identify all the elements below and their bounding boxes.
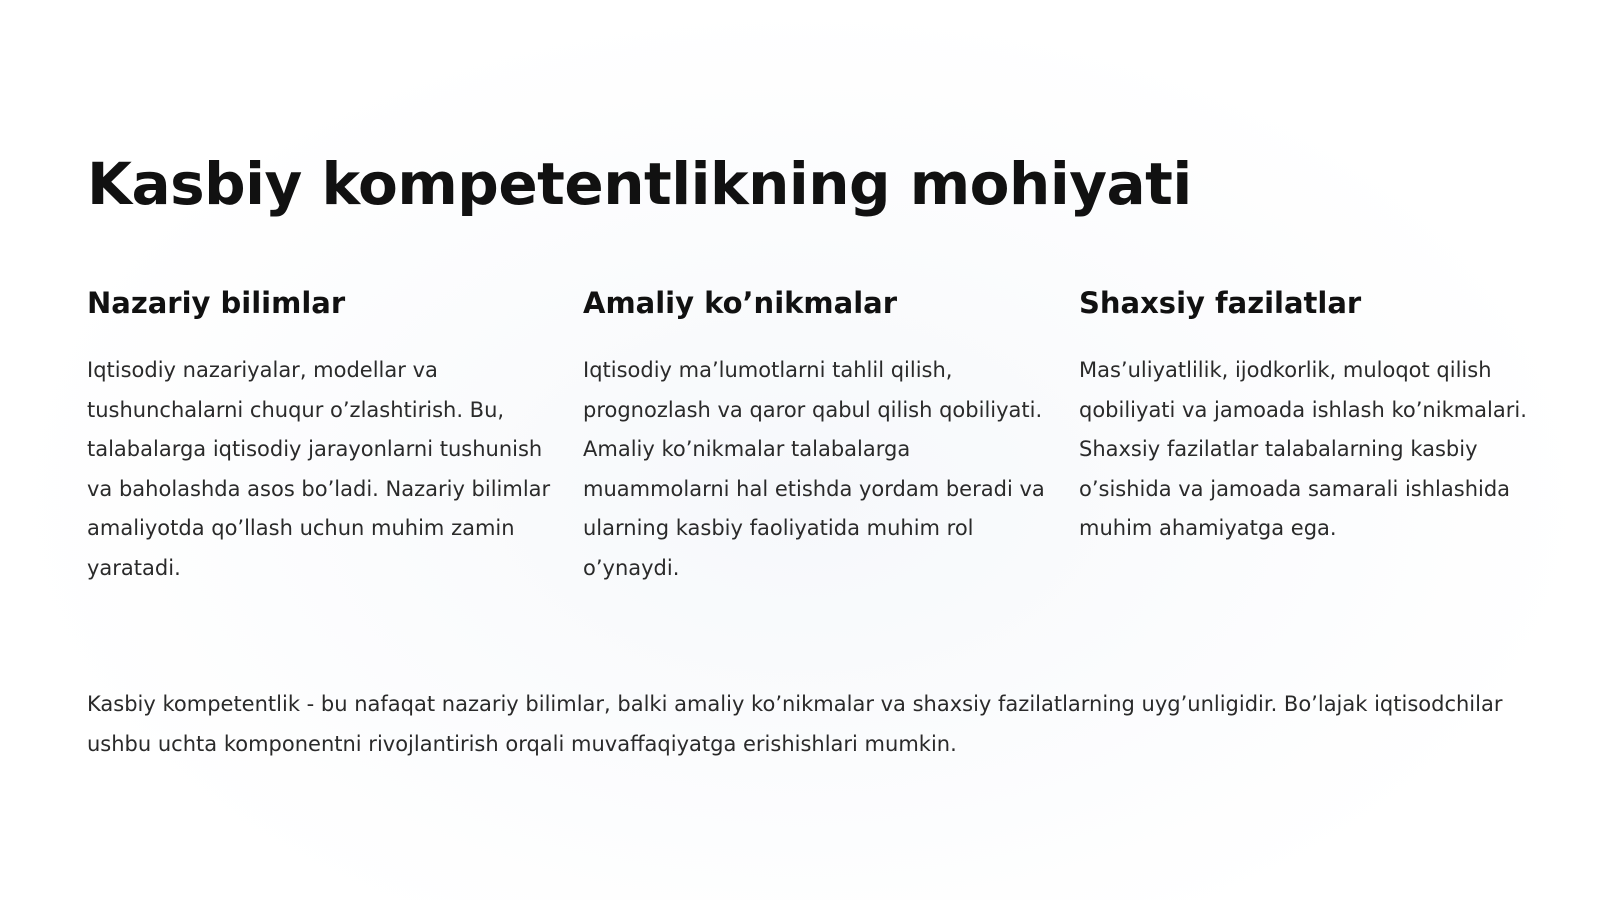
column-text: Iqtisodiy nazariyalar, modellar va tushunchalarni chuqur o’zlashtirish. Bu, talabalarga iqtisodiy jarayonlarni tushunish va baholashda asos bo’ladi. Nazariy bilimlar amaliyotda qo’llash uchun muhim zamin yaratadi.	[87, 358, 551, 580]
column-practical-skills	[583, 283, 1053, 589]
column-text: Iqtisodiy ma’lumotlarni tahlil qilish, prognozlash va qaror qabul qilish qobiliyati. Amaliy ko’nikmalar talabalarga muammolarni hal etishda yordam beradi va ularning kasbiy faoliyatida muhim rol o’ynaydi.	[583, 358, 1045, 580]
columns-section	[87, 283, 1587, 603]
slide-title: Kasbiy kompetentlikning mohiyati	[87, 150, 1192, 218]
column-text: Mas’uliyatlilik, ijodkorlik, muloqot qilish qobiliyati va jamoada ishlash ko’nikmalari. Shaxsiy fazilatlar talabalarning kasbiy o’sishida va jamoada samarali ishlashida muhim ahamiyatga ega.	[1079, 358, 1527, 541]
summary-paragraph: Kasbiy kompetentlik - bu nafaqat nazariy bilimlar, balki amaliy ko’nikmalar va shaxsiy fazilatlarning uyg’unligidir. Bo’lajak iqtisodchilar ushbu uchta komponentni rivojlantirish orqali muvaffaqiyatga erishishlari mumkin.	[87, 692, 1503, 756]
column-heading: Amaliy ko’nikmalar	[583, 286, 898, 320]
column-heading: Nazariy bilimlar	[87, 286, 346, 320]
column-theoretical-knowledge	[87, 283, 557, 589]
column-heading: Shaxsiy fazilatlar	[1079, 286, 1362, 320]
column-personal-qualities	[1079, 283, 1549, 549]
